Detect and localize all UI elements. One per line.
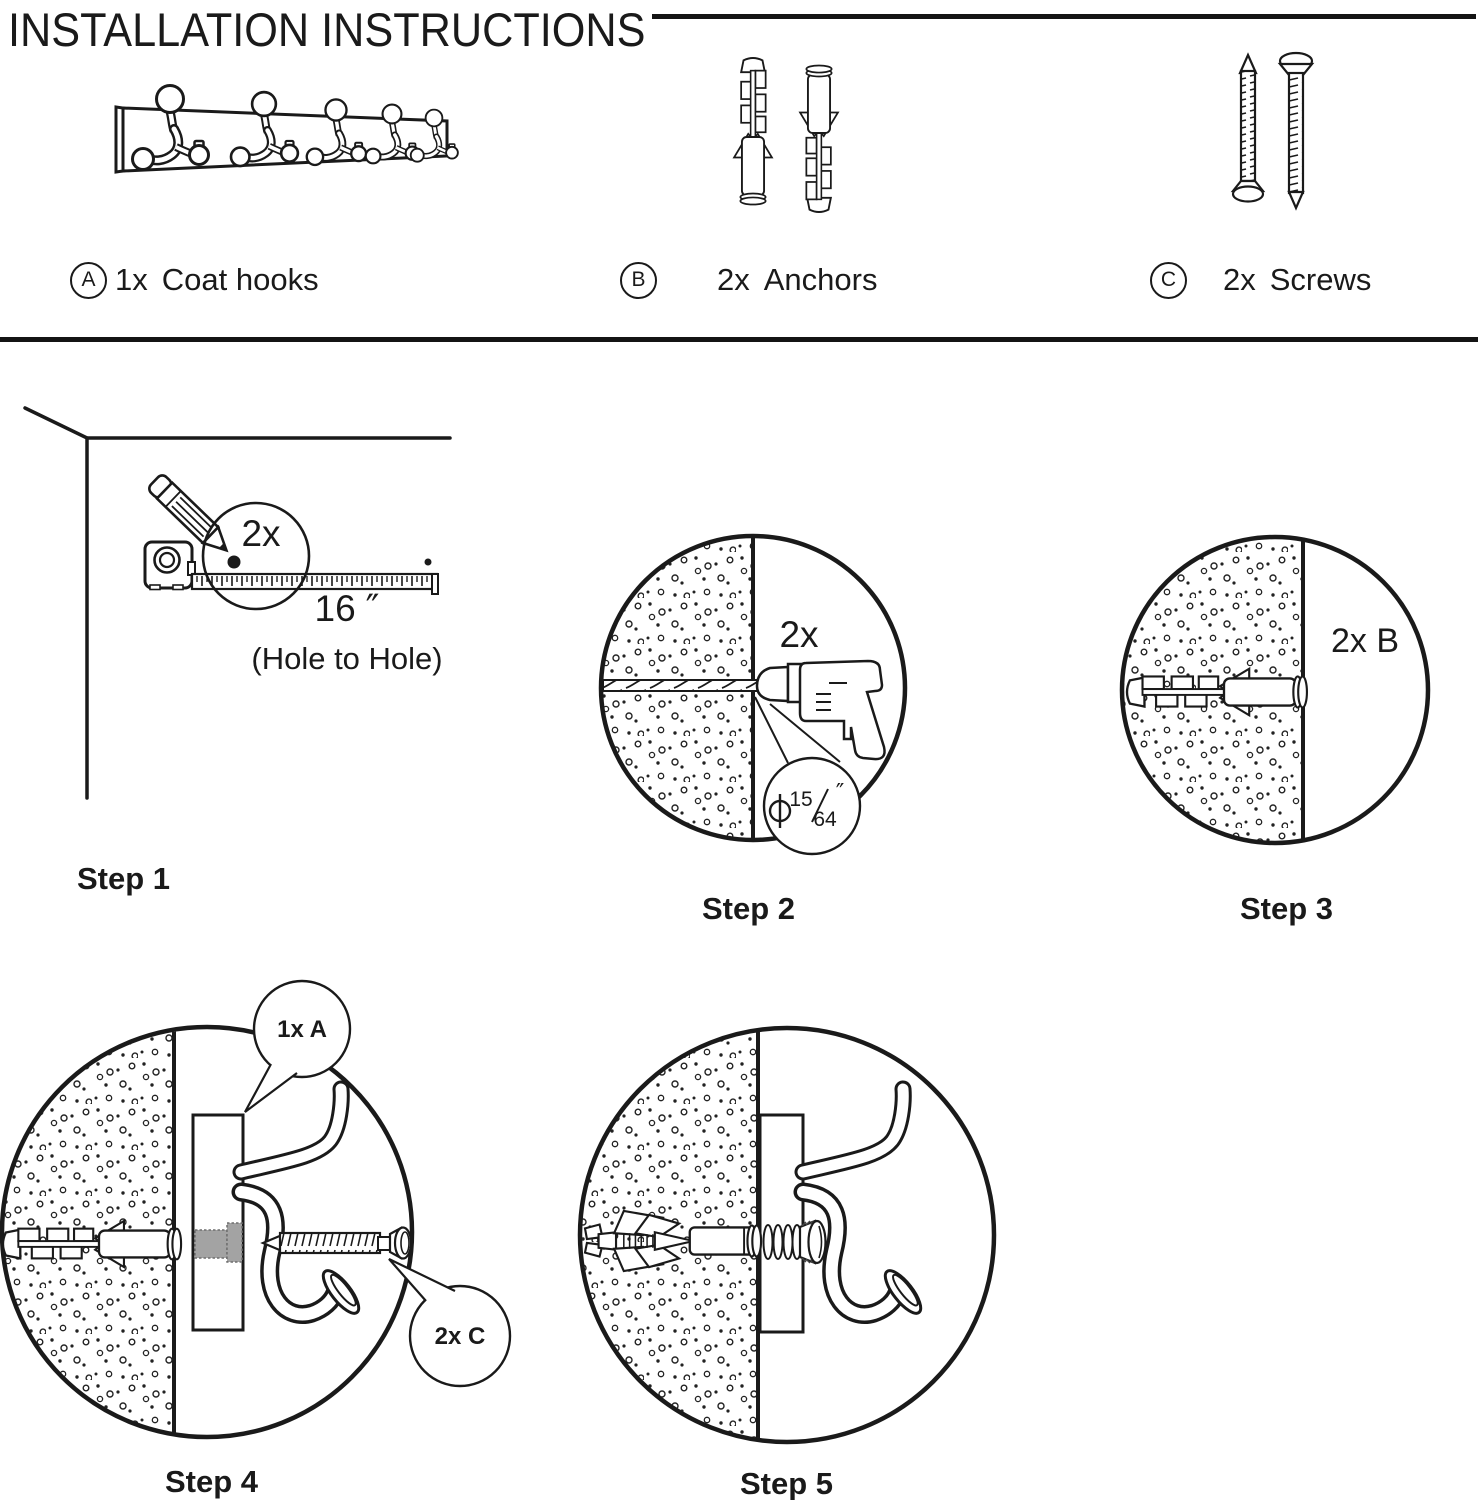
svg-text:1x A: 1x A [277,1016,327,1043]
screw-tip-up [1233,55,1263,202]
part-b-text: 2x Anchors [717,262,878,297]
svg-text:64: 64 [813,808,837,831]
part-c-text: 2x Screws [1223,262,1372,297]
coat-hook-side-view [241,1089,364,1318]
step5-diagram [555,1020,1010,1452]
step1-marks-qty: 2x [241,513,281,554]
part-a-label [70,261,319,299]
coat-hook-side-view [803,1089,926,1318]
mark-dot-left [228,556,241,569]
part-c-label [1150,261,1371,299]
svg-text:15: 15 [789,788,813,811]
coat-hooks-illustration [105,75,465,225]
part-a-text: 1x Coat hooks [115,262,319,297]
screws-illustration [1225,45,1335,215]
step5-label: Step 5 [740,1466,834,1500]
hook-rail-board [193,1115,243,1330]
svg-text:2x C: 2x C [434,1323,486,1350]
svg-text:″: ″ [835,780,845,806]
tape-measure-icon [145,542,438,594]
step1-diagram [10,400,465,805]
screw-floating [263,1228,411,1259]
screw-head-up [1280,53,1312,208]
step3-label: Step 3 [1240,891,1334,926]
callout-screws [389,1259,510,1386]
wall-corner [25,408,450,798]
step3-anchors-qty: 2x B [1330,622,1400,660]
step1-distance: 16 ″ [314,587,380,630]
step2-holes-qty: 2x [779,614,819,655]
part-b-label [620,261,877,299]
section-divider [0,337,1478,342]
part-c-letter-badge: C [1150,262,1187,299]
anchors-illustration [715,45,855,225]
title-rule [652,14,1476,19]
page-title: INSTALLATION INSTRUCTIONS [8,3,646,56]
step3-diagram [1105,520,1455,865]
step2-diagram [585,520,930,865]
step1-label: Step 1 [77,861,171,896]
step4-diagram [0,975,520,1453]
step4-label: Step 4 [165,1464,259,1499]
mark-dot-right [425,559,432,566]
step1-note: (Hole to Hole) [251,641,443,676]
part-a-letter-badge: A [70,262,107,299]
part-b-letter-badge: B [620,262,657,299]
hook-rail-board [760,1115,803,1332]
step2-label: Step 2 [702,891,796,926]
